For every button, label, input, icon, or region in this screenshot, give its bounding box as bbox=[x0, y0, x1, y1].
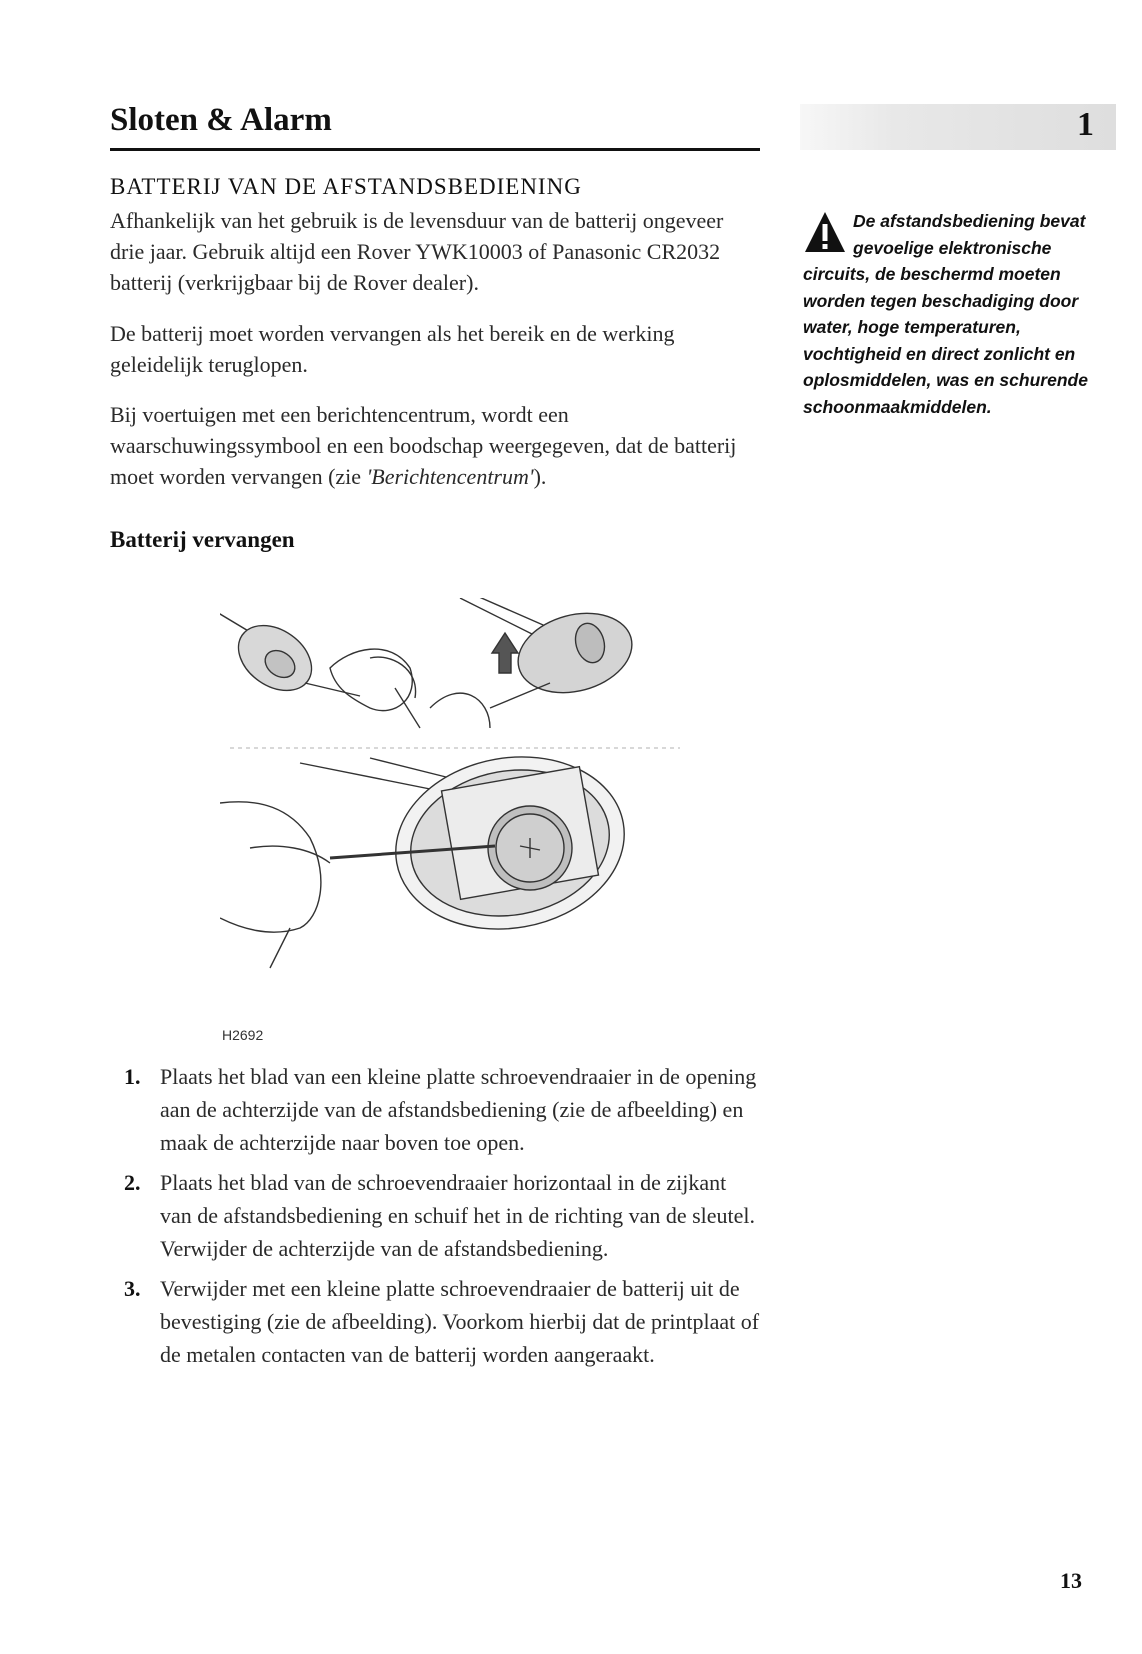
step-number: 1. bbox=[124, 1064, 141, 1089]
message-center-reference: 'Berichtencentrum' bbox=[366, 464, 534, 489]
fob-open-panel-right bbox=[430, 598, 641, 728]
page-header-title: Sloten & Alarm bbox=[110, 102, 332, 138]
step-text: Plaats het blad van de schroevendraaier horizontaal in de zijkant van de afstandsbediening en schuif het in de richting van de sleutel. Verwijder de achterzijde van de afstandsbediening. bbox=[160, 1170, 756, 1261]
figure-code: H2692 bbox=[222, 1027, 264, 1043]
step-number: 2. bbox=[124, 1170, 141, 1195]
paragraph-message-center-text: Bij voertuigen met een berichtencentrum, wordt een waarschuwingssymbool en een boodschap weergegeven, dat de batterij moet worden vervangen (zie bbox=[110, 402, 737, 489]
list-item bbox=[110, 1060, 760, 1159]
reference-suffix: ). bbox=[533, 464, 547, 489]
page-number: 13 bbox=[1060, 1568, 1082, 1593]
paragraph-message-center bbox=[110, 399, 760, 492]
steps-list bbox=[110, 1060, 760, 1378]
fob-battery-panel bbox=[220, 739, 638, 968]
warning-box bbox=[803, 208, 1103, 420]
list-item bbox=[110, 1166, 760, 1265]
step-number: 3. bbox=[124, 1276, 141, 1301]
chapter-number: 1 bbox=[1077, 106, 1094, 143]
warning-text: De afstandsbediening bevat gevoelige elektronische circuits, de beschermd moeten worden tegen beschadiging door water, hoge temperaturen, vochtigheid en direct zonlicht en oplosmiddelen, was en schurende schoonmaakmiddelen. bbox=[803, 211, 1088, 417]
list-item bbox=[110, 1272, 760, 1371]
section-heading: BATTERIJ VAN DE AFSTANDSBEDIENING bbox=[110, 174, 582, 199]
paragraph-replace-when: De batterij moet worden vervangen als het bereik en de werking geleidelijk teruglopen. bbox=[110, 321, 675, 377]
fob-open-panel-left bbox=[220, 608, 420, 728]
subsection-heading: Batterij vervangen bbox=[110, 527, 295, 552]
header-rule bbox=[110, 148, 760, 151]
chapter-tab bbox=[800, 104, 1116, 150]
warning-triangle-icon bbox=[803, 208, 847, 256]
battery-replacement-illustration bbox=[220, 598, 690, 1038]
paragraph-battery-life: Afhankelijk van het gebruik is de levensduur van de batterij ongeveer drie jaar. Gebruik altijd een Rover YWK10003 of Panasonic CR2032 batterij (verkrijgbaar bij de Rover dealer). bbox=[110, 208, 724, 295]
step-text: Plaats het blad van een kleine platte schroevendraaier in de opening aan de achterzijde van de afstandsbediening (zie de afbeelding) en maak de achterzijde naar boven toe open. bbox=[160, 1064, 757, 1155]
step-text: Verwijder met een kleine platte schroevendraaier de batterij uit de bevestiging (zie de afbeelding). Voorkom hierbij dat de printplaat of de metalen contacten van de batterij worden aangeraakt. bbox=[160, 1276, 760, 1367]
